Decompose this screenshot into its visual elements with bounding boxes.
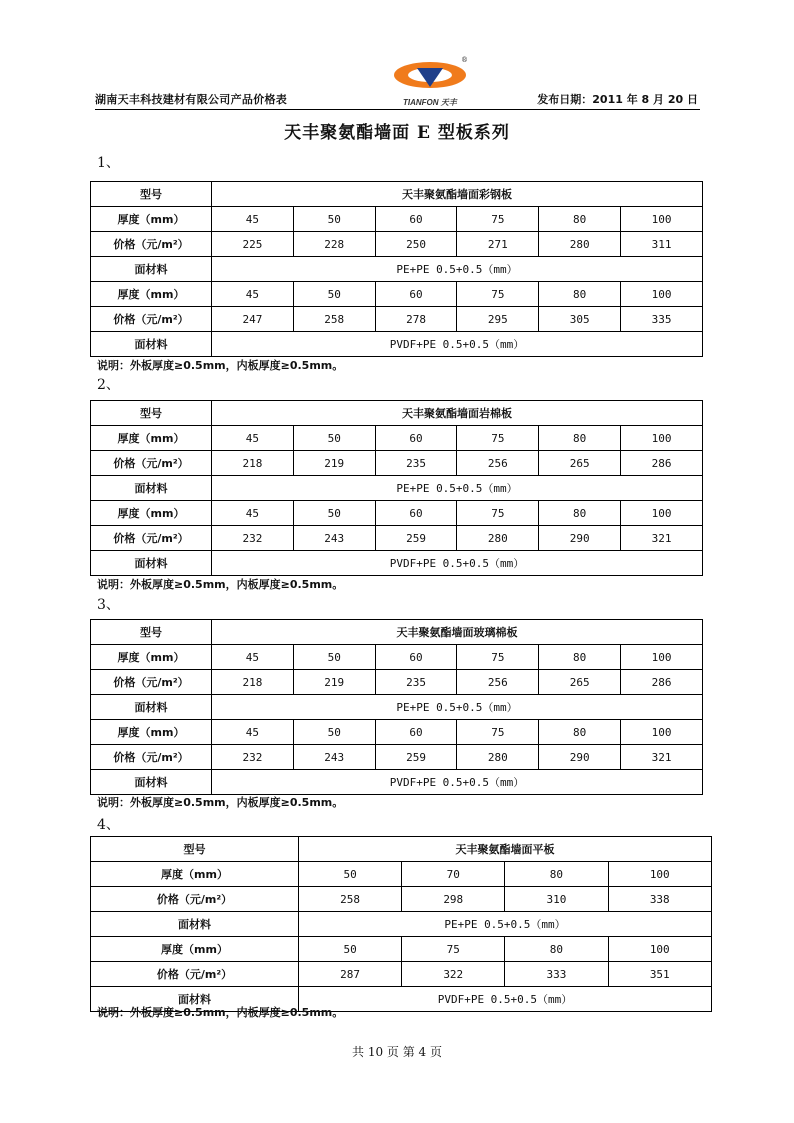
coating-value: PVDF+PE 0.5+0.5（mm）: [212, 770, 703, 795]
price-cell: 247: [212, 307, 294, 332]
thickness-cell: 45: [212, 207, 294, 232]
thickness-cell: 75: [457, 207, 539, 232]
price-cell: 311: [621, 232, 703, 257]
thickness-cell: 75: [402, 937, 505, 962]
section-2-label: 2、: [97, 377, 120, 393]
coating-value: PVDF+PE 0.5+0.5（mm）: [212, 551, 703, 576]
price-cell: 250: [375, 232, 457, 257]
price-cell: 305: [539, 307, 621, 332]
price-label: 价格（元/m²）: [91, 307, 212, 332]
page-footer: 共 10 页 第 4 页: [352, 1045, 442, 1059]
price-cell: 298: [402, 887, 505, 912]
thickness-cell: 100: [621, 282, 703, 307]
table-row: [91, 745, 703, 770]
coating-value: PVDF+PE 0.5+0.5（mm）: [212, 332, 703, 357]
table-row: [91, 670, 703, 695]
price-cell: 232: [212, 526, 294, 551]
coating-label: 面材料: [91, 695, 212, 720]
header-divider: [95, 109, 700, 110]
thickness-label: 厚度（mm）: [91, 862, 299, 887]
price-cell: 280: [457, 745, 539, 770]
model-name: 天丰聚氨酯墙面玻璃棉板: [212, 620, 703, 645]
price-cell: 243: [293, 526, 375, 551]
thickness-cell: 80: [539, 207, 621, 232]
section-3-note: 说明：外板厚度≥0.5mm，内板厚度≥0.5mm。: [97, 796, 344, 809]
thickness-cell: 100: [608, 937, 711, 962]
coating-value: PE+PE 0.5+0.5（mm）: [212, 695, 703, 720]
price-cell: 235: [375, 451, 457, 476]
table-row: [91, 282, 703, 307]
thickness-cell: 100: [621, 501, 703, 526]
price-cell: 287: [299, 962, 402, 987]
coating-value: PVDF+PE 0.5+0.5（mm）: [299, 987, 712, 1012]
table-row: [91, 620, 703, 645]
price-label: 价格（元/m²）: [91, 670, 212, 695]
price-cell: 271: [457, 232, 539, 257]
price-label: 价格（元/m²）: [91, 887, 299, 912]
table-row: [91, 937, 712, 962]
price-cell: 351: [608, 962, 711, 987]
price-cell: 321: [621, 745, 703, 770]
thickness-label: 厚度（mm）: [91, 282, 212, 307]
price-cell: 228: [293, 232, 375, 257]
thickness-cell: 70: [402, 862, 505, 887]
coating-label: 面材料: [91, 912, 299, 937]
price-cell: 286: [621, 451, 703, 476]
price-cell: 225: [212, 232, 294, 257]
model-label: 型号: [91, 620, 212, 645]
thickness-cell: 50: [293, 207, 375, 232]
table-row: [91, 645, 703, 670]
table-row: [91, 257, 703, 282]
price-cell: 235: [375, 670, 457, 695]
table-row: [91, 962, 712, 987]
thickness-cell: 60: [375, 645, 457, 670]
thickness-cell: 50: [293, 282, 375, 307]
coating-value: PE+PE 0.5+0.5（mm）: [212, 257, 703, 282]
coating-label: 面材料: [91, 332, 212, 357]
coating-label: 面材料: [91, 770, 212, 795]
thickness-cell: 45: [212, 645, 294, 670]
thickness-cell: 50: [299, 862, 402, 887]
thickness-cell: 50: [293, 501, 375, 526]
price-cell: 290: [539, 745, 621, 770]
price-cell: 259: [375, 526, 457, 551]
table-row: [91, 887, 712, 912]
table-row: [91, 526, 703, 551]
price-cell: 219: [293, 670, 375, 695]
price-cell: 335: [621, 307, 703, 332]
price-cell: 286: [621, 670, 703, 695]
thickness-cell: 100: [621, 720, 703, 745]
table-row: [91, 476, 703, 501]
table-row: [91, 770, 703, 795]
thickness-cell: 75: [457, 426, 539, 451]
thickness-cell: 75: [457, 501, 539, 526]
table-row: [91, 912, 712, 937]
model-label: 型号: [91, 401, 212, 426]
release-date: 发布日期：2011 年 8 月 20 日: [537, 93, 698, 106]
model-name: 天丰聚氨酯墙面平板: [299, 837, 712, 862]
registered-mark: ®: [461, 56, 468, 64]
model-label: 型号: [91, 837, 299, 862]
thickness-cell: 80: [539, 426, 621, 451]
price-label: 价格（元/m²）: [91, 745, 212, 770]
model-name: 天丰聚氨酯墙面岩棉板: [212, 401, 703, 426]
price-cell: 278: [375, 307, 457, 332]
coating-label: 面材料: [91, 476, 212, 501]
price-cell: 258: [299, 887, 402, 912]
price-cell: 256: [457, 670, 539, 695]
thickness-cell: 100: [621, 426, 703, 451]
section-4-label: 4、: [97, 817, 120, 833]
page-title: 天丰聚氨酯墙面 E 型板系列: [284, 123, 510, 143]
thickness-cell: 50: [293, 720, 375, 745]
section-4-table: [90, 836, 712, 1012]
thickness-cell: 45: [212, 282, 294, 307]
thickness-label: 厚度（mm）: [91, 937, 299, 962]
thickness-cell: 100: [621, 645, 703, 670]
table-row: [91, 720, 703, 745]
price-cell: 243: [293, 745, 375, 770]
thickness-cell: 75: [457, 645, 539, 670]
table-row: [91, 695, 703, 720]
thickness-cell: 80: [539, 501, 621, 526]
coating-label: 面材料: [91, 551, 212, 576]
thickness-cell: 80: [505, 937, 608, 962]
table-row: [91, 837, 712, 862]
company-name: 湖南天丰科技建材有限公司产品价格表: [95, 93, 288, 106]
thickness-cell: 80: [539, 645, 621, 670]
section-2-note: 说明：外板厚度≥0.5mm，内板厚度≥0.5mm。: [97, 578, 344, 591]
table-row: [91, 451, 703, 476]
table-row: [91, 426, 703, 451]
price-label: 价格（元/m²）: [91, 451, 212, 476]
model-label: 型号: [91, 182, 212, 207]
table-row: [91, 207, 703, 232]
price-cell: 232: [212, 745, 294, 770]
thickness-label: 厚度（mm）: [91, 207, 212, 232]
thickness-label: 厚度（mm）: [91, 645, 212, 670]
thickness-cell: 45: [212, 426, 294, 451]
price-cell: 218: [212, 451, 294, 476]
price-cell: 295: [457, 307, 539, 332]
section-1-label: 1、: [97, 155, 120, 171]
price-cell: 218: [212, 670, 294, 695]
thickness-cell: 50: [299, 937, 402, 962]
price-cell: 256: [457, 451, 539, 476]
thickness-cell: 80: [539, 720, 621, 745]
thickness-cell: 100: [608, 862, 711, 887]
thickness-cell: 45: [212, 720, 294, 745]
section-3-table: [90, 619, 703, 795]
price-label: 价格（元/m²）: [91, 526, 212, 551]
thickness-label: 厚度（mm）: [91, 501, 212, 526]
thickness-cell: 60: [375, 501, 457, 526]
thickness-cell: 80: [539, 282, 621, 307]
section-4-note: 说明：外板厚度≥0.5mm，内板厚度≥0.5mm。: [97, 1006, 344, 1019]
price-cell: 290: [539, 526, 621, 551]
price-cell: 310: [505, 887, 608, 912]
price-cell: 280: [457, 526, 539, 551]
table-row: [91, 232, 703, 257]
coating-value: PE+PE 0.5+0.5（mm）: [212, 476, 703, 501]
thickness-cell: 50: [293, 426, 375, 451]
thickness-cell: 60: [375, 426, 457, 451]
coating-value: PE+PE 0.5+0.5（mm）: [299, 912, 712, 937]
price-cell: 258: [293, 307, 375, 332]
price-cell: 265: [539, 451, 621, 476]
price-cell: 265: [539, 670, 621, 695]
thickness-cell: 60: [375, 282, 457, 307]
table-row: [91, 501, 703, 526]
thickness-cell: 50: [293, 645, 375, 670]
price-cell: 322: [402, 962, 505, 987]
thickness-label: 厚度（mm）: [91, 426, 212, 451]
table-row: [91, 551, 703, 576]
thickness-cell: 100: [621, 207, 703, 232]
table-row: [91, 862, 712, 887]
thickness-cell: 45: [212, 501, 294, 526]
section-3-label: 3、: [97, 597, 120, 613]
section-2-table: [90, 400, 703, 576]
coating-label: 面材料: [91, 257, 212, 282]
table-row: [91, 401, 703, 426]
price-cell: 338: [608, 887, 711, 912]
price-label: 价格（元/m²）: [91, 962, 299, 987]
thickness-cell: 60: [375, 207, 457, 232]
thickness-cell: 80: [505, 862, 608, 887]
page-header: [95, 55, 700, 110]
model-name: 天丰聚氨酯墙面彩钢板: [212, 182, 703, 207]
table-row: [91, 307, 703, 332]
price-cell: 333: [505, 962, 608, 987]
price-cell: 321: [621, 526, 703, 551]
thickness-label: 厚度（mm）: [91, 720, 212, 745]
logo-text: TIANFON 天丰: [403, 98, 457, 107]
price-label: 价格（元/m²）: [91, 232, 212, 257]
coating-label: 面材料: [91, 987, 299, 1012]
table-row: [91, 182, 703, 207]
section-1-table: [90, 181, 703, 357]
thickness-cell: 60: [375, 720, 457, 745]
thickness-cell: 75: [457, 720, 539, 745]
table-row: [91, 332, 703, 357]
price-cell: 280: [539, 232, 621, 257]
price-cell: 259: [375, 745, 457, 770]
section-1-note: 说明：外板厚度≥0.5mm，内板厚度≥0.5mm。: [97, 359, 344, 372]
price-cell: 219: [293, 451, 375, 476]
thickness-cell: 75: [457, 282, 539, 307]
